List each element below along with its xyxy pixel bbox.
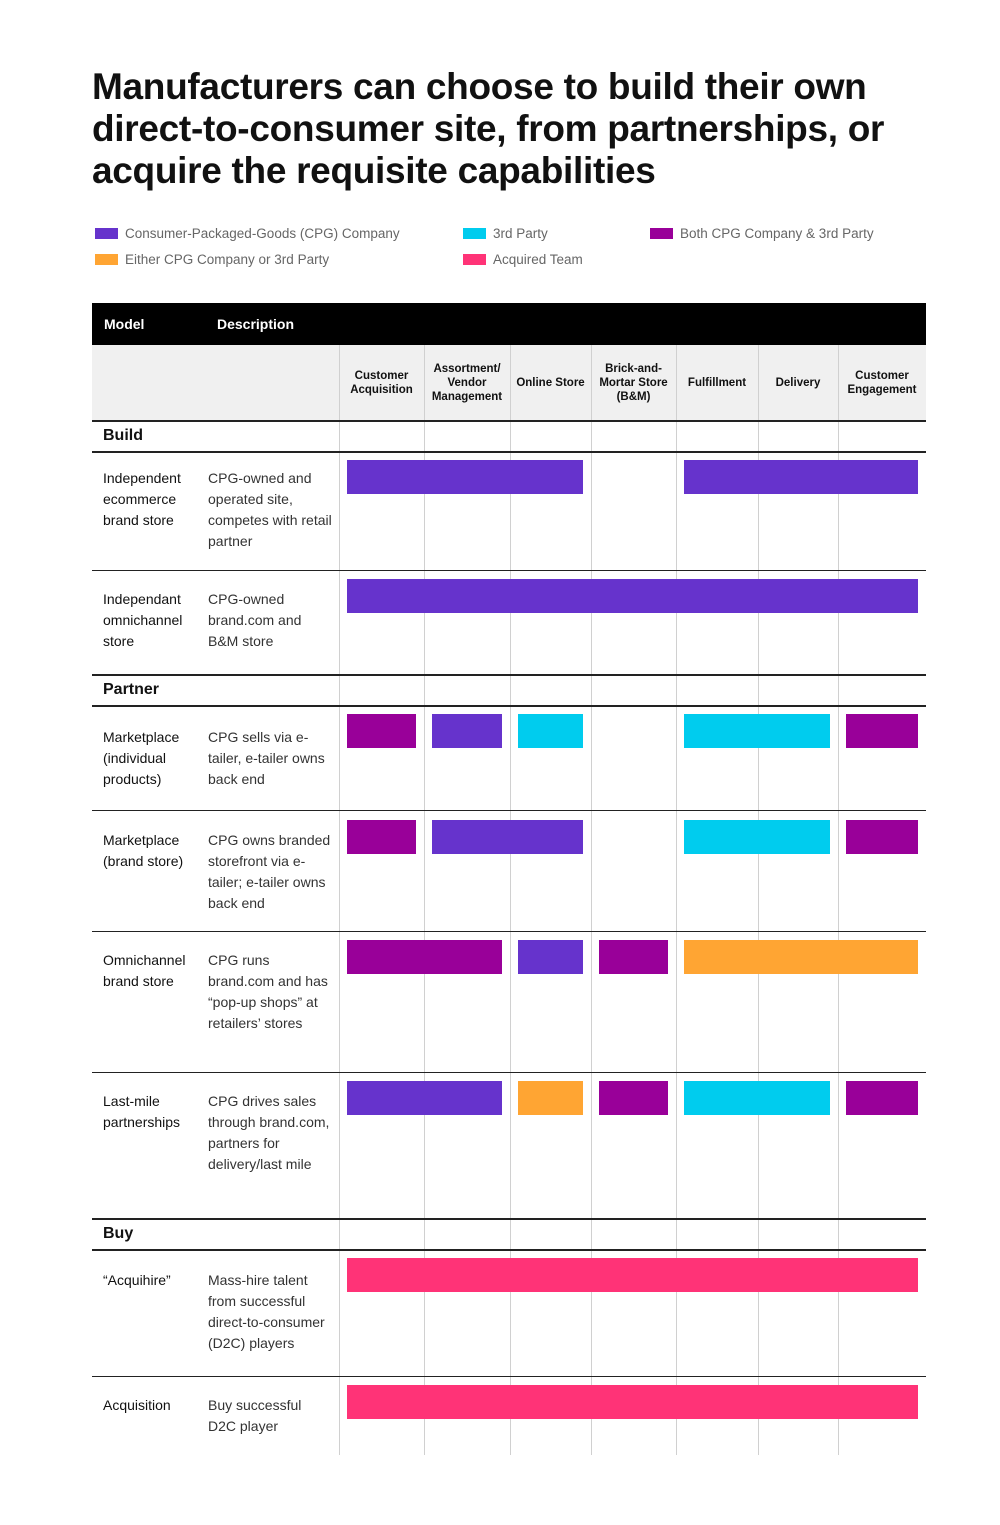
legend-item-acquired: [463, 249, 583, 269]
capability-bar-cpg: [347, 1081, 502, 1115]
model-description: Mass-hire talent from successful direct-to-consumer (D2C) players: [208, 1272, 325, 1351]
model-description: CPG-owned and operated site, competes with retail partner: [208, 470, 332, 549]
grid-vline: [339, 345, 340, 1455]
capability-bar-both: [599, 940, 668, 974]
legend-swatch-acquired: [463, 254, 486, 265]
legend-swatch-cpg: [95, 228, 118, 239]
legend-label: Both CPG Company & 3rd Party: [680, 225, 874, 241]
legend-item-both: [650, 223, 874, 243]
legend-swatch-both: [650, 228, 673, 239]
capability-bar-cpg: [432, 820, 583, 854]
capability-bar-both: [846, 820, 918, 854]
capability-bar-both: [846, 1081, 918, 1115]
model-description: Buy successful D2C player: [208, 1397, 302, 1434]
row-divider: [92, 674, 926, 676]
section-title-partner: Partner: [103, 681, 160, 698]
legend-item-third_party: [463, 223, 548, 243]
legend-item-either: [95, 249, 329, 269]
row-divider: [92, 705, 926, 707]
row-divider: [92, 420, 926, 422]
column-header-4: Brick-and- Mortar Store (B&M): [599, 362, 668, 403]
model-name: Acquisition: [103, 1397, 171, 1413]
row-divider: [92, 1072, 926, 1073]
column-header-3: Online Store: [516, 376, 585, 389]
row-divider: [92, 810, 926, 811]
capability-bar-cpg: [432, 714, 502, 748]
capability-bar-cpg: [347, 460, 583, 494]
capability-bar-both: [846, 714, 918, 748]
description-column-header: Description: [217, 316, 295, 332]
legend-swatch-third_party: [463, 228, 486, 239]
capability-bar-both: [347, 820, 416, 854]
row-divider: [92, 1218, 926, 1220]
legend-label: Acquired Team: [493, 251, 583, 267]
column-header-7: Customer Engagement: [847, 369, 917, 396]
capability-bar-acquired: [347, 1258, 918, 1292]
row-divider: [92, 570, 926, 571]
row-divider: [92, 1376, 926, 1377]
model-name: Independent ecommerce brand store: [103, 470, 181, 528]
legend-swatch-either: [95, 254, 118, 265]
column-header-5: Fulfillment: [687, 376, 747, 389]
model-column-header: Model: [104, 316, 145, 332]
model-description: CPG owns branded storefront via e-tailer; e-tailer owns back end: [208, 832, 331, 911]
model-description: CPG runs brand.com and has “pop-up shops” at retailers’ stores: [208, 952, 328, 1031]
legend-label: Consumer-Packaged-Goods (CPG) Company: [125, 225, 400, 241]
model-description: CPG-owned brand.com and B&M store: [208, 591, 302, 649]
row-divider: [92, 451, 926, 453]
table-header: [92, 303, 926, 345]
model-name: Marketplace (individual products): [103, 729, 180, 787]
section-title-build: Build: [103, 427, 143, 444]
legend-label: Either CPG Company or 3rd Party: [125, 251, 330, 267]
capability-bar-either: [518, 1081, 583, 1115]
section-title-buy: Buy: [103, 1225, 134, 1242]
page-title: Manufacturers can choose to build their own direct-to-consumer site, from partnerships, or acquire the requisite capabilities: [92, 66, 885, 191]
column-header-6: Delivery: [775, 376, 821, 389]
model-description: CPG drives sales through brand.com, partners for delivery/last mile: [208, 1093, 330, 1172]
model-description: CPG sells via e-tailer, e-tailer owns back end: [208, 729, 325, 787]
row-divider: [92, 931, 926, 932]
model-name: Omnichannel brand store: [103, 952, 186, 989]
model-name: Marketplace (brand store): [103, 832, 184, 869]
capability-bar-cpg: [347, 579, 918, 613]
capability-bar-third_party: [684, 714, 830, 748]
capability-bar-both: [347, 940, 502, 974]
legend-item-cpg: [95, 223, 400, 243]
capability-bar-either: [684, 940, 918, 974]
column-header-1: Customer Acquisition: [350, 369, 413, 396]
capability-bar-third_party: [518, 714, 583, 748]
model-name: Independant omnichannel store: [103, 591, 183, 649]
capability-bar-third_party: [684, 820, 830, 854]
capability-bar-third_party: [684, 1081, 830, 1115]
legend-label: 3rd Party: [493, 225, 548, 241]
model-name: Last-mile partnerships: [103, 1093, 181, 1130]
model-name: “Acquihire”: [103, 1272, 171, 1288]
row-divider: [92, 1249, 926, 1251]
capability-bar-cpg: [684, 460, 918, 494]
capability-bar-acquired: [347, 1385, 918, 1419]
capability-bar-cpg: [518, 940, 583, 974]
capability-bar-both: [599, 1081, 668, 1115]
column-header-2: Assortment/ Vendor Management: [431, 362, 503, 403]
capability-bar-both: [347, 714, 416, 748]
